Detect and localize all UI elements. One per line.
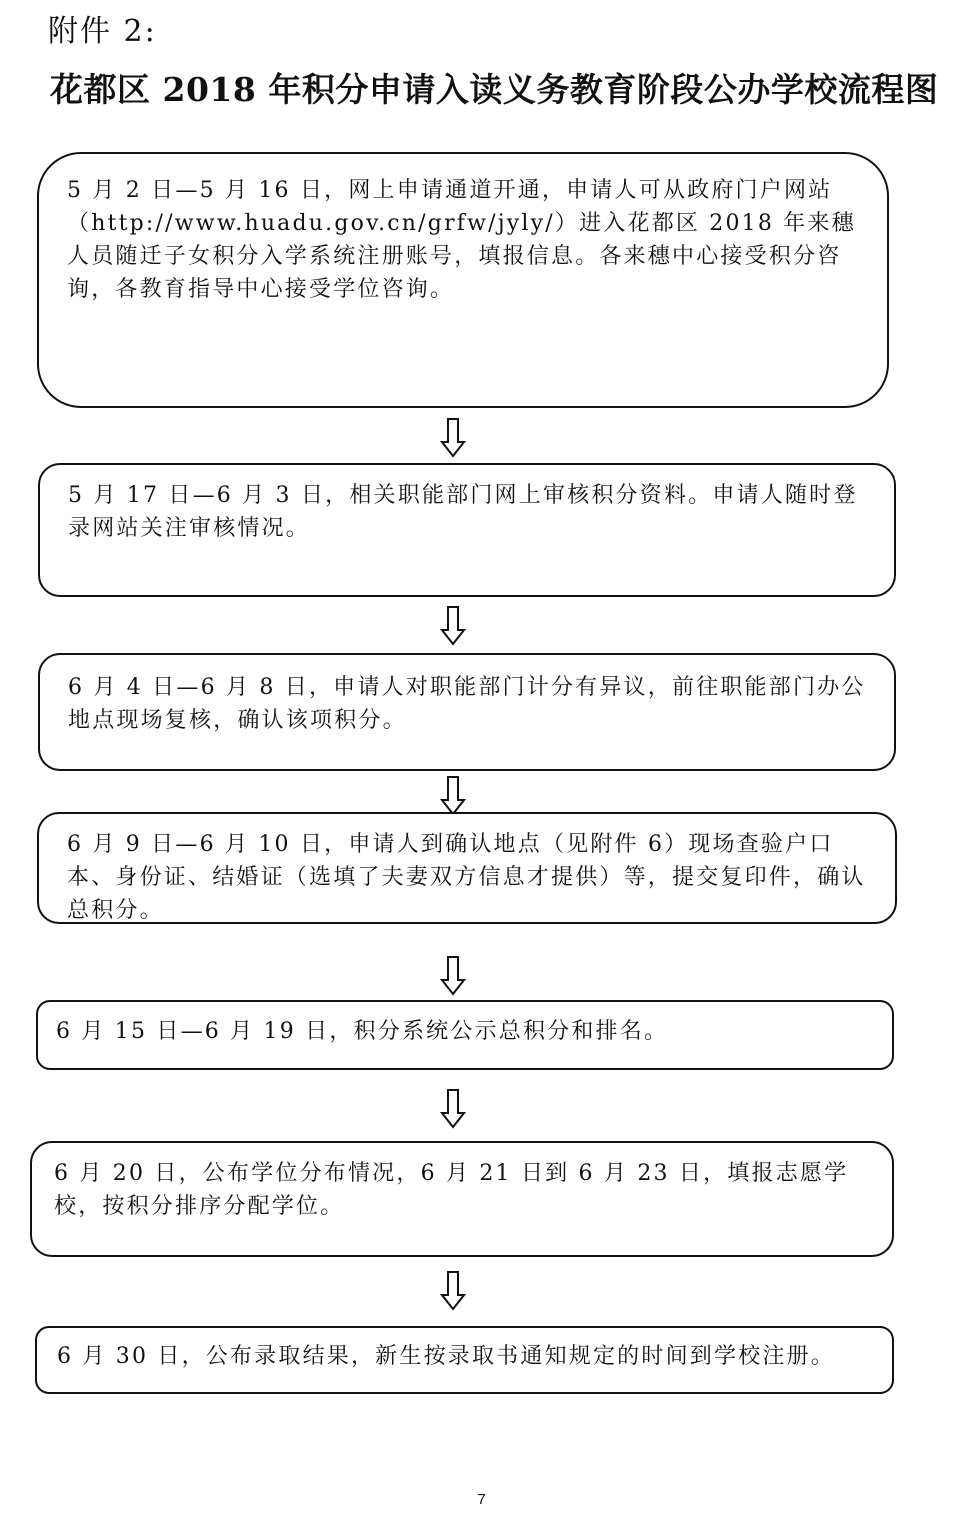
down-arrow-icon	[440, 1271, 466, 1311]
down-arrow-icon	[440, 776, 466, 816]
flow-step-3	[38, 653, 896, 771]
flow-step-5-text: 6 月 15 日—6 月 19 日，积分系统公示总积分和排名。	[56, 1019, 669, 1044]
down-arrow-icon	[440, 956, 466, 996]
flow-step-6-text: 6 月 20 日，公布学位分布情况，6 月 21 日到 6 月 23 日，填报志愿学校，按积分排序分配学位。	[54, 1161, 849, 1219]
flow-step-5	[36, 1000, 894, 1070]
page-number: 7	[477, 1491, 486, 1508]
flow-step-7-text: 6 月 30 日，公布录取结果，新生按录取书通知规定的时间到学校注册。	[57, 1344, 835, 1369]
flow-step-2-text: 5 月 17 日—6 月 3 日，相关职能部门网上审核积分资料。申请人随时登录网站关注审核情况。	[68, 483, 858, 541]
flow-step-2	[38, 463, 896, 597]
flow-step-1	[37, 152, 889, 408]
flow-step-6	[30, 1141, 894, 1257]
down-arrow-icon	[440, 1089, 466, 1129]
down-arrow-icon	[440, 418, 466, 458]
page-title: 花都区 2018 年积分申请入读义务教育阶段公办学校流程图	[50, 70, 939, 109]
attachment-label: 附件 2:	[48, 14, 157, 49]
flow-step-1-text: 5 月 2 日—5 月 16 日，网上申请通道开通，申请人可从政府门户网站（http://www.huadu.gov.cn/grfw/jyly/）进入花都区 2018 年来穗人员随迁子女积分入学系统注册账号，填报信息。各来穗中心接受积分咨询，各教育指导中心接受学位咨询。	[67, 178, 856, 302]
flow-step-3-text: 6 月 4 日—6 月 8 日，申请人对职能部门计分有异议，前往职能部门办公地点现场复核，确认该项积分。	[68, 675, 866, 733]
flow-step-7	[35, 1326, 894, 1394]
flow-step-4	[37, 812, 897, 924]
down-arrow-icon	[440, 606, 466, 646]
flow-step-4-text: 6 月 9 日—6 月 10 日，申请人到确认地点（见附件 6）现场查验户口本、身份证、结婚证（选填了夫妻双方信息才提供）等，提交复印件，确认总积分。	[67, 832, 866, 923]
